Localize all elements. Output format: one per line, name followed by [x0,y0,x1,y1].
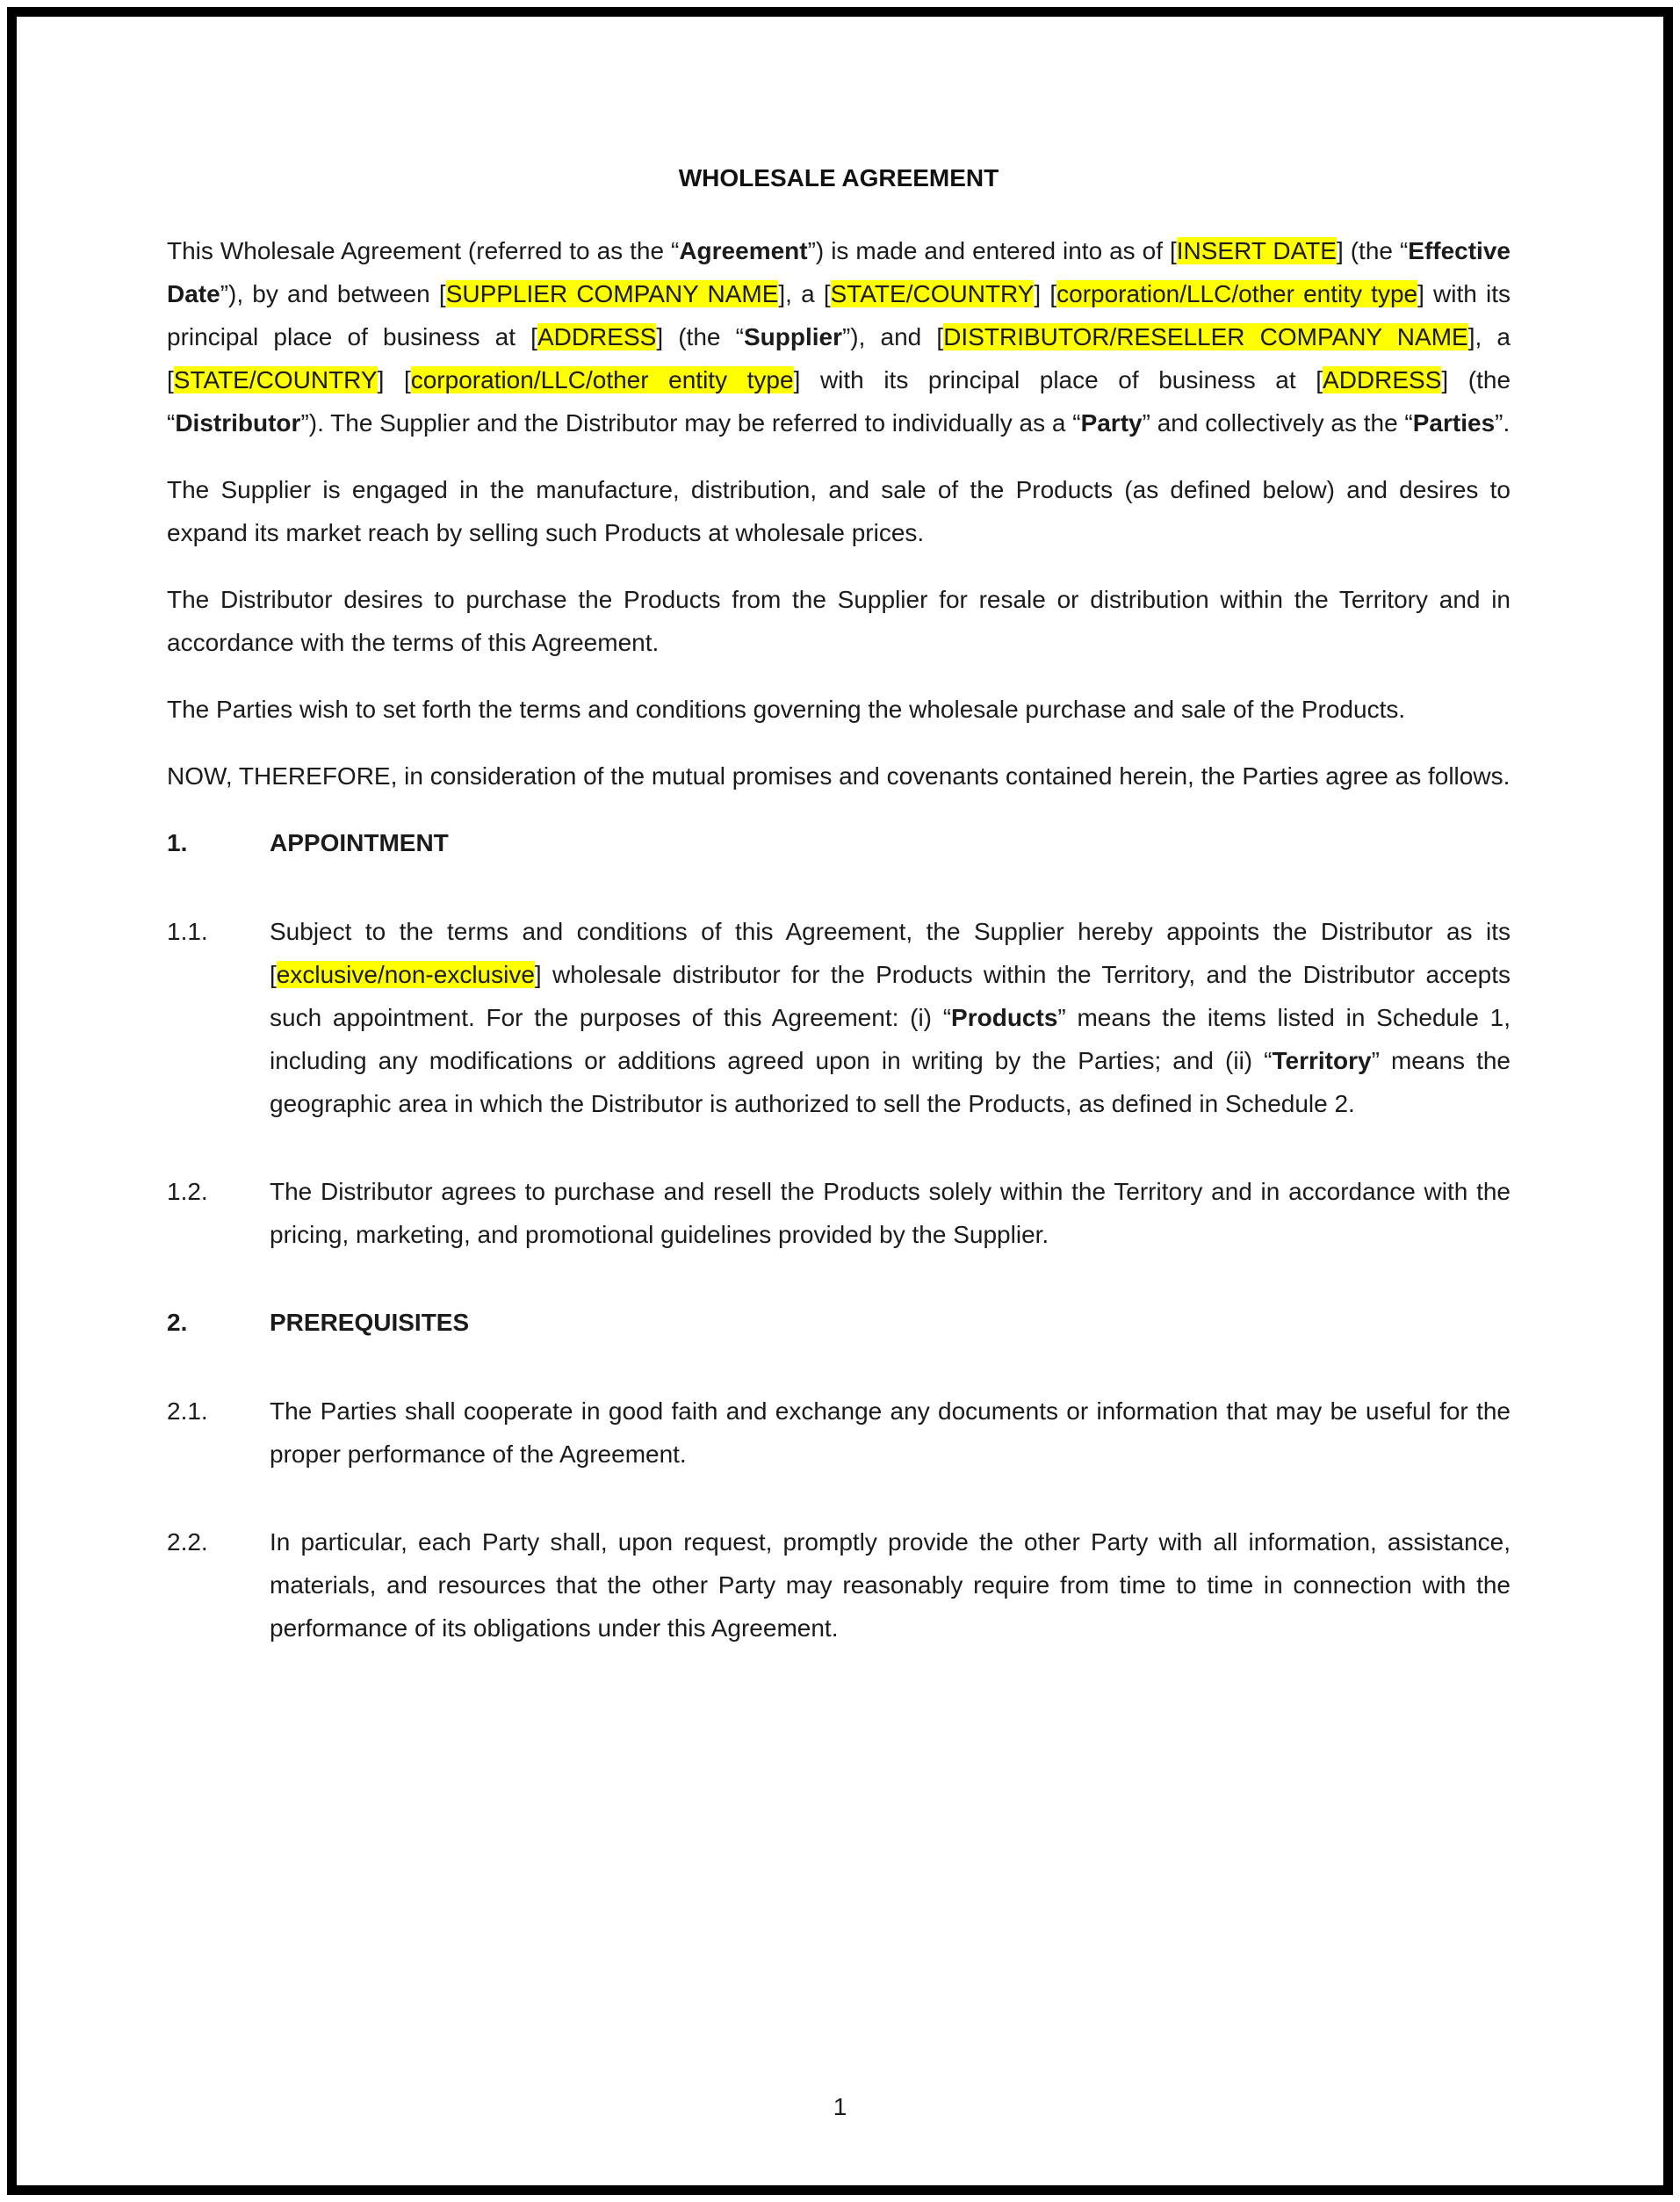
text-run: ”), and [ [841,323,944,350]
defined-term: Territory [1272,1047,1372,1074]
clause-1-1 [167,910,1511,1125]
placeholder-highlight: exclusive/non-exclusive [276,961,535,988]
section-number: 1. [167,829,188,856]
placeholder-highlight: SUPPLIER COMPANY NAME [445,280,779,307]
clause-text [270,1520,1511,1650]
intro-paragraph-4 [167,688,1511,731]
defined-term: Supplier [743,323,842,350]
section-heading-appointment [167,821,1511,864]
text-run: ”. [1495,409,1511,437]
intro-paragraph-1 [167,229,1511,444]
defined-term: Distributor [175,409,301,437]
text-run: The Distributor agrees to purchase and resell the Products solely within the Territory and in accordance with the pricing, marketing, and promotional guidelines provided by the Supplier. [270,1178,1511,1248]
clause-2-1 [167,1390,1511,1476]
section-heading-prerequisites [167,1301,1511,1344]
text-run: ] [ [1034,280,1057,307]
section-number: 2. [167,1309,188,1336]
text-run: ” and collectively as the “ [1142,409,1413,437]
defined-term: Effective Date [167,237,1511,307]
clause-1-2 [167,1170,1511,1256]
placeholder-highlight: STATE/COUNTRY [830,280,1035,307]
placeholder-highlight: corporation/LLC/other entity type [410,366,794,393]
text-run: ], a [ [778,280,831,307]
text-run: ] (the “ [167,366,1511,437]
placeholder-highlight: ADDRESS [1323,366,1442,393]
text-run: ] (the “ [1336,237,1409,264]
placeholder-highlight: corporation/LLC/other entity type [1056,280,1418,307]
document-title: WHOLESALE AGREEMENT [678,164,999,191]
defined-term: Products [951,1004,1058,1031]
text-run: ] (the “ [656,323,744,350]
page-number: 1 [833,2093,847,2120]
text-run: ”), by and between [ [220,280,446,307]
text-run: ”). The Supplier and the Distributor may be referred to individually as a “ [300,409,1081,437]
text-run: ] with its principal place of business at [ [167,280,1511,350]
intro-paragraph-5 [167,754,1511,798]
placeholder-highlight: ADDRESS [537,323,657,350]
text-run: The Supplier is engaged in the manufacture, distribution, and sale of the Products (as defined below) and desires to expand its market reach by selling such Products at wholesale prices. [167,476,1511,546]
text-run: ] with its principal place of business at [ [793,366,1323,393]
placeholder-highlight: INSERT DATE [1176,237,1337,264]
clause-2-2 [167,1520,1511,1650]
text-run: ] wholesale distributor for the Products within the Territory, and the Distributor accepts such appointment. For the purposes of this Agreement: (i) “ [270,961,1511,1031]
intro-paragraph-2 [167,468,1511,554]
text-run: In particular, each Party shall, upon request, promptly provide the other Party with all information, assistance, materials, and resources that the other Party may reasonably require from time to time in connection with the performance of its obligations under this Agreement. [270,1528,1511,1642]
clause-number: 1.1. [167,918,208,945]
intro-paragraph-3 [167,578,1511,664]
section-title: PREREQUISITES [270,1309,470,1336]
clause-number: 2.1. [167,1397,208,1425]
placeholder-highlight: STATE/COUNTRY [173,366,378,393]
defined-term: Parties [1412,409,1496,437]
text-run: ” means the items listed in Schedule 1, including any modifications or additions agreed upon in writing by the Parties; and (ii) “ [270,1004,1511,1074]
text-run: NOW, THEREFORE, in consideration of the mutual promises and covenants contained herein, the Parties agree as follows. [167,762,1511,790]
document-content [167,156,1511,1694]
text-run: The Parties shall cooperate in good faith and exchange any documents or information that may be useful for the proper performance of the Agreement. [270,1397,1511,1468]
clause-number: 1.2. [167,1178,208,1205]
placeholder-highlight: DISTRIBUTOR/RESELLER COMPANY NAME [943,323,1468,350]
text-run: ] [ [377,366,411,393]
clause-text [270,1170,1511,1256]
defined-term: Party [1080,409,1143,437]
clause-number: 2.2. [167,1528,208,1556]
text-run: ” means the geographic area in which the Distributor is authorized to sell the Products, as defined in Schedule 2. [270,1047,1511,1117]
text-run: ], a [ [167,323,1511,393]
section-title: APPOINTMENT [270,829,449,856]
text-run: The Parties wish to set forth the terms and conditions governing the wholesale purchase and sale of the Products. [167,696,1406,723]
text-run: This Wholesale Agreement (referred to as the “ [167,237,680,264]
text-run: Subject to the terms and conditions of this Agreement, the Supplier hereby appoints the Distributor as its [ [270,918,1511,988]
defined-term: Agreement [679,237,808,264]
clause-text [270,1390,1511,1476]
text-run: ”) is made and entered into as of [ [807,237,1177,264]
text-run: The Distributor desires to purchase the Products from the Supplier for resale or distribution within the Territory and in accordance with the terms of this Agreement. [167,586,1511,656]
clause-text [270,910,1511,1125]
